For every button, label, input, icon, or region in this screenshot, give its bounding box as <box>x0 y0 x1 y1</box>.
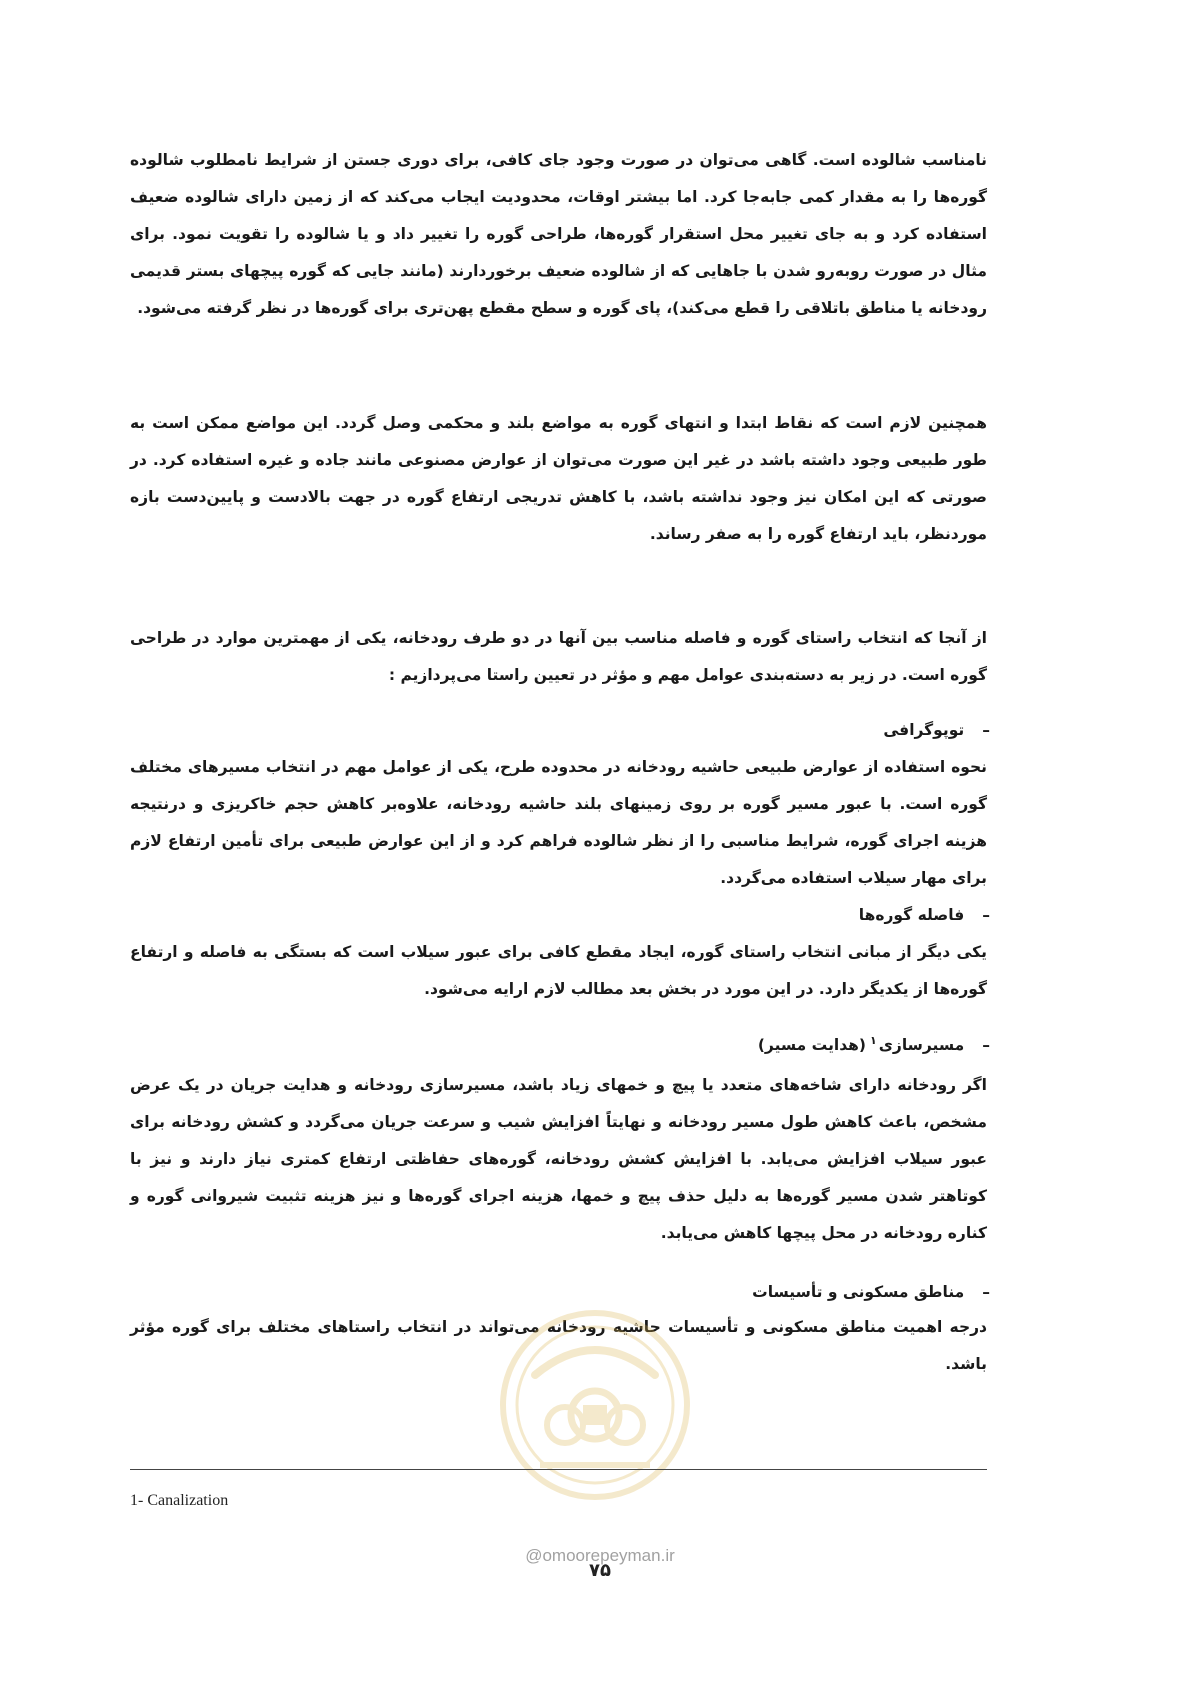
bullet-body <box>130 934 987 1008</box>
bullet-title: فاصله گوره‌ها <box>858 906 965 924</box>
paragraph <box>130 142 987 327</box>
bullet-title: مناطق مسکونی و تأسیسات <box>752 1283 965 1301</box>
bullet-body <box>130 1309 987 1383</box>
bullet-title: مسیرسازی <box>878 1036 965 1055</box>
bullet-dash: – <box>982 721 990 739</box>
paragraph <box>130 405 987 553</box>
bullet-heading-residential <box>752 1274 990 1311</box>
paragraph <box>130 620 987 694</box>
footnote: 1- Canalization <box>130 1492 229 1509</box>
footnote-divider <box>130 1469 987 1470</box>
bullet-heading-spacing <box>859 897 990 934</box>
bullet-body <box>130 1067 987 1252</box>
bullet-title: توپوگرافی <box>883 721 965 739</box>
bullet-text: نحوه استفاده از عوارض طبیعی حاشیه رودخانه در محدوده طرح، یکی از عوامل مهم در انتخاب مسیرهای مختلف گوره است. با عبور مسیر گوره بر روی زمینهای بلند حاشیه رودخانه، علاوه‌بر کاهش حجم خاکریزی و درنتیجه هزینه اجرای گوره، شرایط مناسبی را از نظر شالوده فراهم کرد و از این عوارض طبیعی برای تأمین ارتفاع لازم برای مهار سیلاب استفاده می‌گردد. <box>130 758 987 887</box>
bullet-heading-canalization <box>758 1022 990 1064</box>
bullet-text: اگر رودخانه دارای شاخه‌های متعدد یا پیچ و خمهای زیاد باشد، مسیرسازی رودخانه و هدایت جریان در یک عرض مشخص، باعث کاهش طول مسیر رودخانه و نهایتاً افزایش شیب و سرعت جریان می‌گردد و کشش رودخانه برای عبور سیلاب افزایش می‌یابد. با افزایش کشش رودخانه، گوره‌های حفاظتی ارتفاع کمتری نیاز دارند و نیز با کوتاهتر شدن مسیر گوره‌ها به دلیل حذف پیچ و خمها، هزینه اجرای گوره‌ها و نیز هزینه تثبیت شیروانی گوره و کناره رودخانه در محل پیچها کاهش می‌یابد. <box>130 1076 987 1242</box>
paragraph-text: از آنجا که انتخاب راستای گوره و فاصله مناسب بین آنها در دو طرف رودخانه، یکی از مهمترین موارد در طراحی گوره است. در زیر به دسته‌بندی عوامل مهم و مؤثر در تعیین راستا می‌پردازیم : <box>130 629 987 684</box>
bullet-dash: – <box>982 1036 990 1055</box>
page-number: ۷۵ <box>589 1560 611 1581</box>
bullet-heading-topography <box>883 712 990 749</box>
paragraph-text: نامناسب شالوده است. گاهی می‌توان در صورت وجود جای کافی، برای دوری جستن از شرایط نامطلوب شالوده گوره‌ها را به مقدار کمی جابه‌جا کرد. اما بیشتر اوقات، محدودیت ایجاب می‌کند که از زمین دارای شالوده ضعیف استفاده کرد و به جای تغییر محل استقرار گوره‌ها، طراحی گوره را تغییر داد و یا شالوده را تقویت نمود. برای مثال در صورت روبه‌رو شدن با جاهایی که از شالوده ضعیف برخوردارند (مانند جایی که گوره پیچهای بستر قدیمی رودخانه یا مناطق باتلاقی را قطع می‌کند)، پای گوره و سطح مقطع پهن‌تری برای گوره‌ها در نظر گرفته می‌شود. <box>130 151 987 317</box>
watermark-url: @omoorepeyman.ir <box>525 1546 675 1565</box>
bullet-dash: – <box>982 906 990 924</box>
bullet-body <box>130 749 987 897</box>
bullet-dash: – <box>982 1283 990 1301</box>
bullet-text: درجه اهمیت مناطق مسکونی و تأسیسات حاشیه رودخانه می‌تواند در انتخاب راستاهای مختلف برای گوره مؤثر باشد. <box>130 1318 987 1373</box>
paragraph-text: همچنین لازم است که نقاط ابتدا و انتهای گوره به مواضع بلند و محکمی وصل گردد. این مواضع ممکن است به طور طبیعی وجود داشته باشد در غیر این صورت می‌توان از عوارض مصنوعی مانند جاده و غیره استفاده کرد. در صورتی که این امکان نیز وجود نداشته باشد، با کاهش تدریجی ارتفاع گوره در جهت بالادست و پایین‌دست بازه موردنظر، باید ارتفاع گوره را به صفر رساند. <box>130 414 987 543</box>
bullet-title-suffix: (هدایت مسیر) <box>757 1036 866 1055</box>
bullet-text: یکی دیگر از مبانی انتخاب راستای گوره، ایجاد مقطع کافی برای عبور سیلاب است که بستگی به فاصله و ارتفاع گوره‌ها از یکدیگر دارد. در این مورد در بخش بعد مطالب لازم ارایه می‌شود. <box>130 943 987 998</box>
footnote-mark[interactable]: ۱ <box>870 1034 877 1047</box>
